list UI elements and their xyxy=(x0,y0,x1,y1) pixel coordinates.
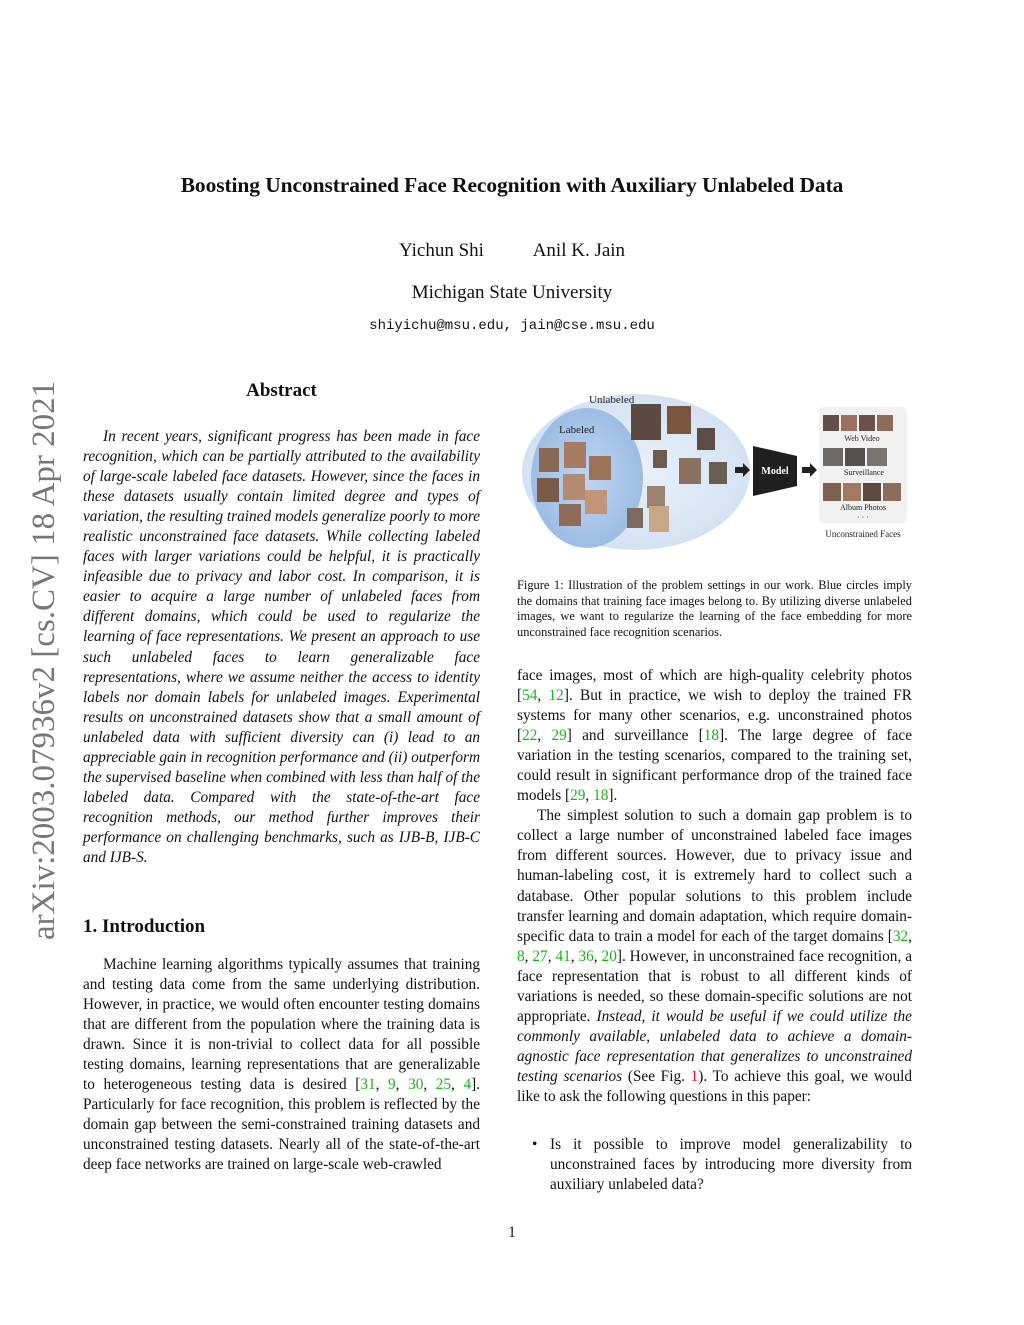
citation-link[interactable]: 8 xyxy=(517,947,525,965)
page-number: 1 xyxy=(508,1224,516,1241)
bullet-icon: • xyxy=(532,1136,538,1153)
paper-title: Boosting Unconstrained Face Recognition with Auxiliary Unlabeled Data xyxy=(180,173,844,197)
author-1: Yichun Shi xyxy=(398,240,484,261)
citation-link[interactable]: 31 xyxy=(360,1076,376,1094)
intro-paragraph-1: Machine learning algorithms typically assumes that training and testing data come from the same underlying distribution. However, in practice, we would often encounter testing domains that are different from the population where the training data is drawn. Since it is non-trivial to collect data for all possible testing domains, learning representations that are generalizable to heterogeneous testing data is desired [31, 9, 30, 25, 4]. Particularly for face recognition, this problem is reflected by the domain gap between the semi-constrained training datasets and unconstrained testing datasets. Nearly all of the state-of-the-art deep face networks are trained on large-scale web-crawled xyxy=(83,956,481,1174)
citation-link[interactable]: 9 xyxy=(388,1076,396,1094)
figure-reference-link[interactable]: 1 xyxy=(690,1067,699,1085)
citation-link[interactable]: 22 xyxy=(522,727,538,745)
citation-link[interactable]: 54 xyxy=(522,687,538,705)
author-emails: shiyichu@msu.edu, jain@cse.msu.edu xyxy=(369,318,655,334)
intro-right-column xyxy=(517,666,912,1107)
affiliation: Michigan State University xyxy=(411,282,613,303)
abstract-body xyxy=(83,427,480,868)
abstract-text: In recent years, significant progress has been made in face recognition, which can be partially attributed to the availability of large-scale labeled face datasets. However, since the faces in these datasets usually contain limited degree and types of variation, the resulting trained models generalize poorly to more realistic unconstrained face datasets. While collecting labeled faces with larger variations could be helpful, it is practically infeasible due to privacy and labor cost. In comparison, it is easier to acquire a large number of unlabeled faces from different domains, which could be used to regularize the learning of face representations. We present an approach to use such unlabeled faces to learn generalizable face representations, where we assume neither the access to identity labels nor domain labels for unlabeled images. Experimental results on unconstrained datasets show that a small amount of unlabeled data with sufficient diversity can (i) lead to an appreciable gain in recognition performance and (ii) outperform the supervised baseline when combined with less than half of the labeled data. Compared with the state-of-the-art face recognition methods, our method further improves their performance on challenging benchmarks, such as IJB-B, IJB-C and IJB-S. xyxy=(83,428,480,866)
figure-1-illustration xyxy=(519,390,914,550)
citation-link[interactable]: 36 xyxy=(578,947,594,965)
citation-link[interactable]: 4 xyxy=(463,1076,472,1094)
section-heading-introduction: 1. Introduction xyxy=(83,916,206,937)
list-item xyxy=(530,1135,912,1195)
citation-link[interactable]: 27 xyxy=(532,947,548,965)
intro-paragraph-2: The simplest solution to such a domain gap problem is to collect a large number of unconstrained labeled face images from different sources. However, due to privacy issue and human-labeling cost, it is extremely hard to collect such a database. Other popular solutions to this problem include transfer learning and domain adaptation, which require domain-specific data to train a model for each of the target domains [32, 8, 27, 41, 36, 20]. However, in unconstrained face recognition, a face representation that is robust to all different kinds of variations is needed, so these domain-specific solutions are not appropriate. Instead, it would be useful if we could utilize the commonly available, unlabeled data to achieve a domain-agnostic face representation that generalizes to unconstrained testing scenarios (See Fig. 1). To achieve this goal, we would like to ask the following questions in this paper: xyxy=(517,807,913,1105)
citation-link[interactable]: 18 xyxy=(703,727,720,745)
abstract-heading: Abstract xyxy=(246,380,317,401)
unconstrained-faces-label: Unconstrained Faces xyxy=(825,529,901,539)
citation-link[interactable]: 18 xyxy=(593,787,609,805)
citation-link[interactable]: 29 xyxy=(551,727,567,745)
citation-link[interactable]: 29 xyxy=(570,787,586,805)
citation-link[interactable]: 12 xyxy=(548,687,564,705)
citation-link[interactable]: 20 xyxy=(601,947,617,965)
web-video-label: Web Video xyxy=(844,434,880,443)
model-label: Model xyxy=(761,466,789,477)
album-photos-label: Album Photos xyxy=(839,503,887,512)
citation-link[interactable]: 32 xyxy=(892,927,909,945)
arxiv-stamp: arXiv:2003.07936v2 [cs.CV] 18 Apr 2021 xyxy=(26,380,62,940)
surveillance-label: Surveillance xyxy=(844,468,884,477)
unlabeled-label: Unlabeled xyxy=(589,394,635,406)
citation-link[interactable]: 41 xyxy=(555,947,571,965)
figure-1-caption: Figure 1: Illustration of the problem settings in our work. Blue circles imply the domains that training face images belong to. By utilizing diverse unlabeled images, we want to regularize the learning of the face embedding for more unconstrained face recognition scenarios. xyxy=(517,578,912,639)
bullet-text: Is it possible to improve model generalizability to unconstrained faces by introducing more diversity from auxiliary unlabeled data? xyxy=(550,1136,912,1194)
labeled-label: Labeled xyxy=(559,424,595,436)
intro-left-column xyxy=(83,955,480,1176)
author-list xyxy=(0,240,1024,262)
citation-link[interactable]: 25 xyxy=(435,1076,452,1094)
intro-paragraph-1-continued: face images, most of which are high-quality celebrity photos [54, 12]. But in practice, we wish to deploy the trained FR systems for many other scenarios, e.g. unconstrained photos [22, 29] and surveillance [18]. The large degree of face variation in the testing scenarios, compared to the training set, could result in significant performance drop of the trained face models [29, 18]. xyxy=(517,667,913,805)
question-list xyxy=(530,1135,912,1195)
arrow-icon xyxy=(802,463,817,477)
author-2: Anil K. Jain xyxy=(532,240,626,261)
citation-link[interactable]: 30 xyxy=(408,1076,424,1094)
ellipsis-label: · · · xyxy=(857,513,869,522)
